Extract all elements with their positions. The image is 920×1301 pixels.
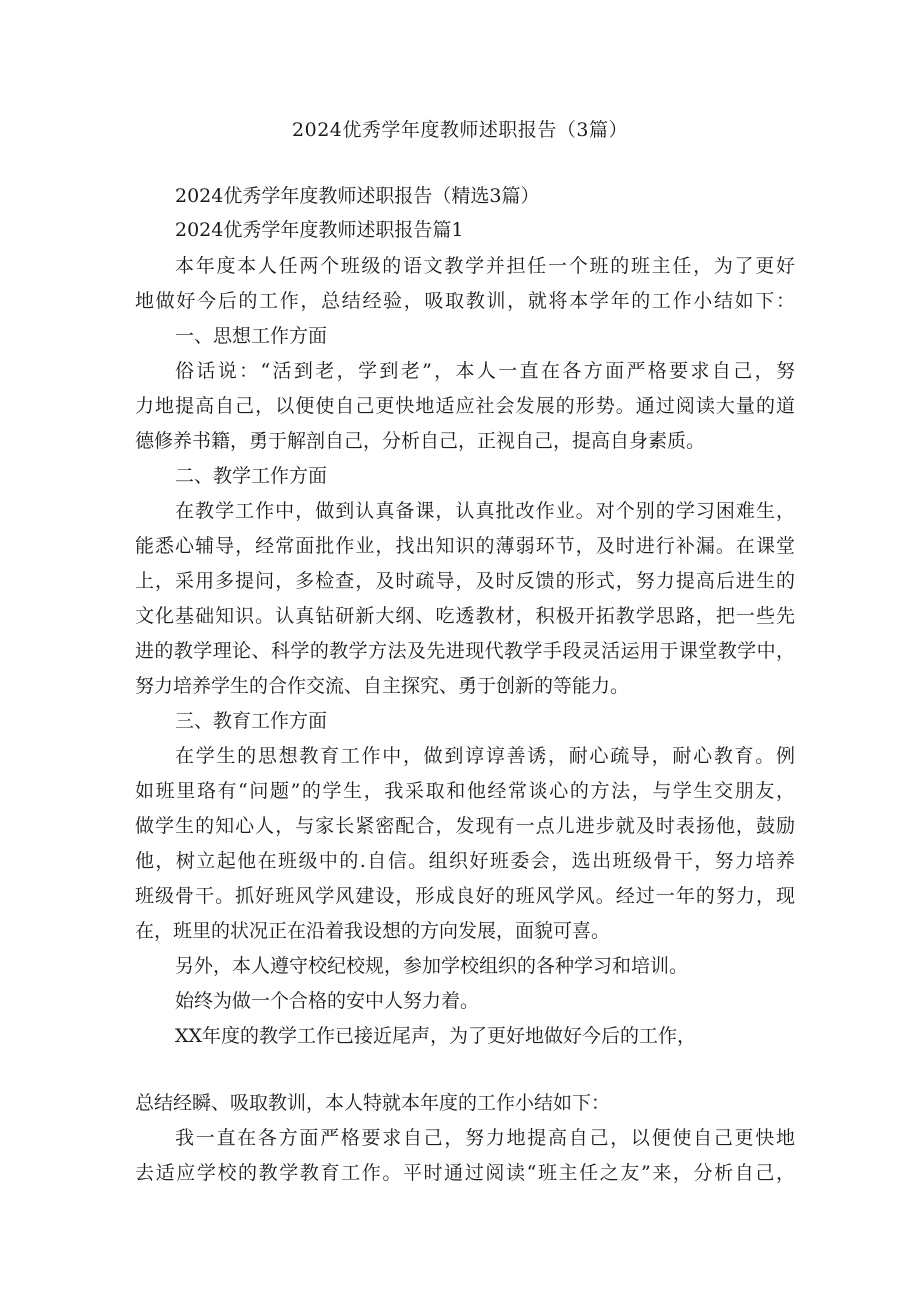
paragraph-line: 做学生的知心人，与家长紧密配合，发现有一点儿进步就及时表扬他，鼓励 <box>135 815 795 837</box>
paragraph-line: 在，班里的状况正在沿着我设想的方向发展，面貌可喜。 <box>135 920 611 942</box>
paragraph-line: 能悉心辅导，经常面批作业，找出知识的薄弱环节，及时进行补漏。在课堂 <box>135 535 795 557</box>
paragraph-line: 进的教学理论、科学的教学方法及先进现代教学手段灵活运用于课堂教学中， <box>135 640 795 662</box>
paragraph-line: 力地提高自己，以便使自己更快地适应社会发展的形势。通过阅读大量的道 <box>135 395 795 417</box>
paragraph-line: 去适应学校的教学教育工作。平时通过阅读“班主任之友”来，分析自己， <box>135 1162 795 1184</box>
section-heading: 2024优秀学年度教师述职报告篇1 <box>175 219 464 241</box>
section-heading: 一、思想工作方面 <box>175 325 328 347</box>
paragraph-line: 努力培养学生的合作交流、自主探究、勇于创新的等能力。 <box>135 675 630 697</box>
paragraph-line: 在学生的思想教育工作中，做到谆谆善诱，耐心疏导，耐心教育。例 <box>175 745 795 767</box>
section-heading: 二、教学工作方面 <box>175 465 328 487</box>
paragraph-line: 总结经瞬、吸取教训，本人特就本年度的工作小结如下： <box>135 1092 611 1114</box>
paragraph-line: 始终为做一个合格的安中人努力着。 <box>175 990 480 1012</box>
section-heading: 三、教育工作方面 <box>175 710 328 732</box>
paragraph-line: 另外，本人遵守校纪校规，参加学校组织的各种学习和培训。 <box>175 955 689 977</box>
paragraph-line: 他，树立起他在班级中的.自信。组织好班委会，选出班级骨干，努力培养 <box>135 850 795 872</box>
paragraph-line: 本年度本人任两个班级的语文教学并担任一个班的班主任，为了更好 <box>175 255 795 277</box>
paragraph-line: 如班里珞有“问题”的学生，我采取和他经常谈心的方法，与学生交朋友， <box>135 780 795 802</box>
paragraph-line: XX年度的教学工作已接近尾声，为了更好地做好今后的工作， <box>175 1025 697 1047</box>
paragraph-line: 德修养书籍，勇于解剖自己，分析自己，正视自己，提高自身素质。 <box>135 430 706 452</box>
paragraph-line: 地做好今后的工作，总结经验，吸取教训，就将本学年的工作小结如下： <box>135 290 795 312</box>
paragraph-line: 上，采用多提问，多检查，及时疏导，及时反馈的形式，努力提高后进生的 <box>135 570 795 592</box>
paragraph-line: 在教学工作中，做到认真备课，认真批改作业。对个别的学习困难生， <box>175 500 795 522</box>
paragraph-line: 俗话说：“活到老，学到老”，本人一直在各方面严格要求自己，努 <box>175 360 795 382</box>
paragraph-line: 我一直在各方面严格要求自己，努力地提高自己，以便使自己更快地 <box>175 1127 795 1149</box>
subtitle-line: 2024优秀学年度教师述职报告（精选3篇） <box>175 185 540 207</box>
paragraph-line: 文化基础知识。认真钻研新大纲、吃透教材，积极开拓教学思路，把一些先 <box>135 605 795 627</box>
paragraph-line: 班级骨干。抓好班风学风建设，形成良好的班风学风。经过一年的努力，现 <box>135 885 795 907</box>
document-title: 2024优秀学年度教师述职报告（3篇） <box>292 119 628 141</box>
